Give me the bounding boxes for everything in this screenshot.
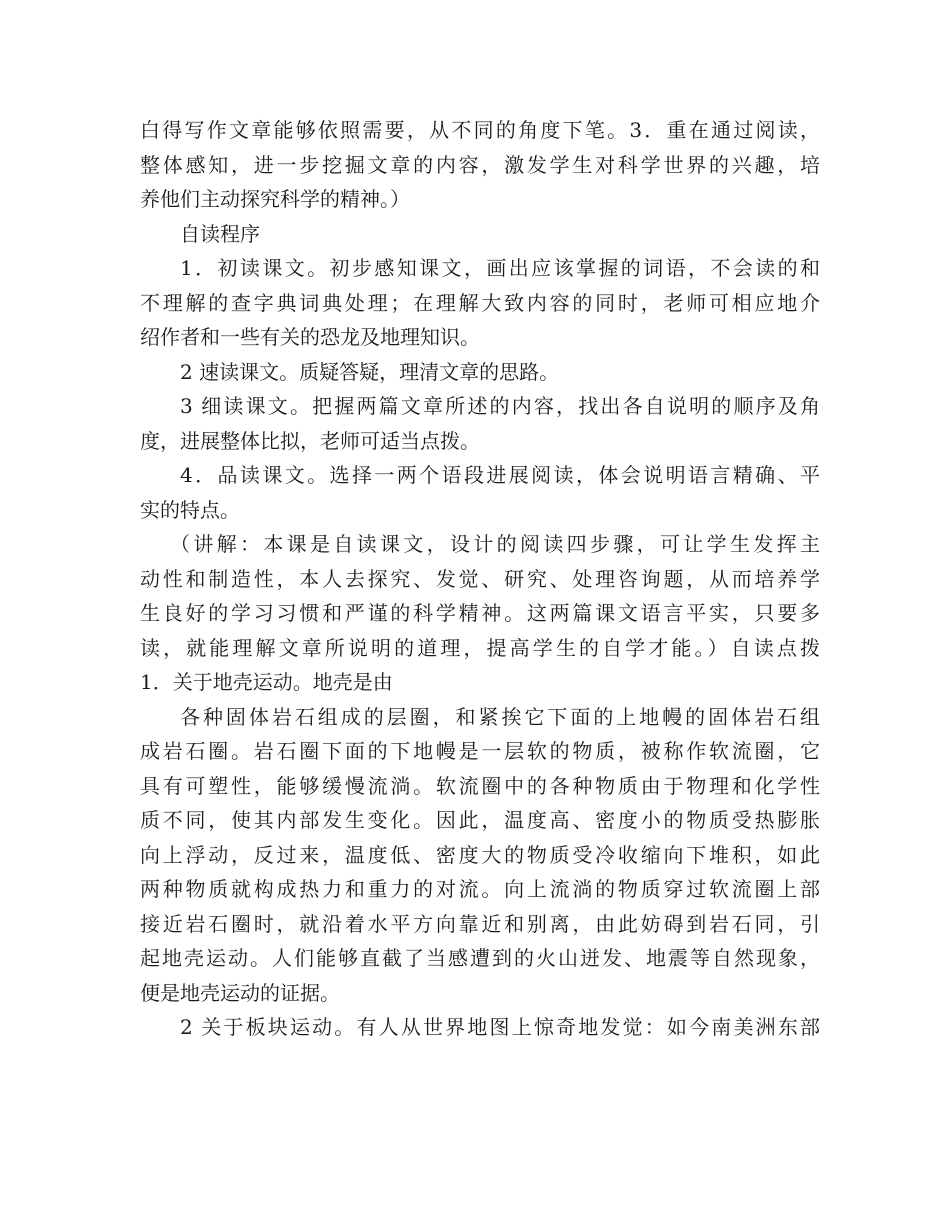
text-line: 实的特点。 bbox=[140, 497, 240, 522]
text-line: 具有可塑性，能够缓慢流淌。软流圈中的各种物质由于物理和化学性 bbox=[140, 773, 820, 798]
text-line: 2 关于板块运动。有人从世界地图上惊奇地发觉：如今南美洲东部 bbox=[180, 1015, 820, 1039]
text-line: 3 细读课文。把握两篇文章所述的内容，找出各自说明的顺序及角 bbox=[180, 394, 820, 418]
document-page bbox=[140, 113, 820, 1045]
text-line: 生良好的学习习惯和严谨的科学精神。这两篇课文语言平实，只要多 bbox=[140, 601, 820, 625]
section-heading: 自读程序 bbox=[180, 221, 260, 246]
text-line: 动性和制造性，本人去探究、发觉、研究、处理咨询题，从而培养学 bbox=[140, 566, 820, 591]
text-line: 两种物质就构成热力和重力的对流。向上流淌的物质穿过软流圈上部 bbox=[140, 877, 820, 901]
text-line: 绍作者和一些有关的恐龙及地理知识。 bbox=[140, 325, 480, 349]
text-line: 养他们主动探究科学的精神。） bbox=[140, 187, 410, 211]
text-line: 不理解的查字典词典处理；在理解大致内容的同时，老师可相应地介 bbox=[140, 290, 820, 315]
text-line: 4．品读课文。选择一两个语段进展阅读，体会说明语言精确、平 bbox=[180, 463, 820, 487]
text-line: 接近岩石圈时，就沿着水平方向靠近和别离，由此妨碍到岩石同，引 bbox=[140, 911, 820, 936]
text-line: 向上浮动，反过来，温度低、密度大的物质受冷收缩向下堆积，如此 bbox=[140, 842, 820, 867]
text-line: 1．初读课文。初步感知课文，画出应该掌握的词语，不会读的和 bbox=[180, 256, 820, 280]
text-line: 起地壳运动。人们能够直截了当感遭到的火山迸发、地震等自然现象， bbox=[140, 946, 820, 970]
text-line: 2 速读课文。质疑答疑，理清文章的思路。 bbox=[180, 359, 560, 384]
text-line: 整体感知，进一步挖掘文章的内容，激发学生对科学世界的兴趣，培 bbox=[140, 152, 820, 177]
text-line: 便是地壳运动的证据。 bbox=[140, 980, 340, 1005]
text-line: （讲解：本课是自读课文，设计的阅读四步骤，可让学生发挥主 bbox=[170, 532, 820, 556]
text-line: 成岩石圈。岩石圈下面的下地幔是一层软的物质，被称作软流圈，它 bbox=[140, 739, 820, 763]
text-line: 各种固体岩石组成的层圈，和紧挨它下面的上地幔的固体岩石组 bbox=[180, 704, 820, 729]
text-line: 白得写作文章能够依照需要，从不同的角度下笔。3．重在通过阅读， bbox=[140, 118, 820, 142]
text-line: 度，进展整体比拟，老师可适当点拨。 bbox=[140, 428, 480, 453]
text-line: 质不同，使其内部发生变化。因此，温度高、密度小的物质受热膨胀 bbox=[140, 808, 820, 832]
text-line: 读，就能理解文章所说明的道理，提高学生的自学才能。）自读点拨 bbox=[140, 635, 820, 660]
text-line: 1．关于地壳运动。地壳是由 bbox=[140, 670, 393, 694]
